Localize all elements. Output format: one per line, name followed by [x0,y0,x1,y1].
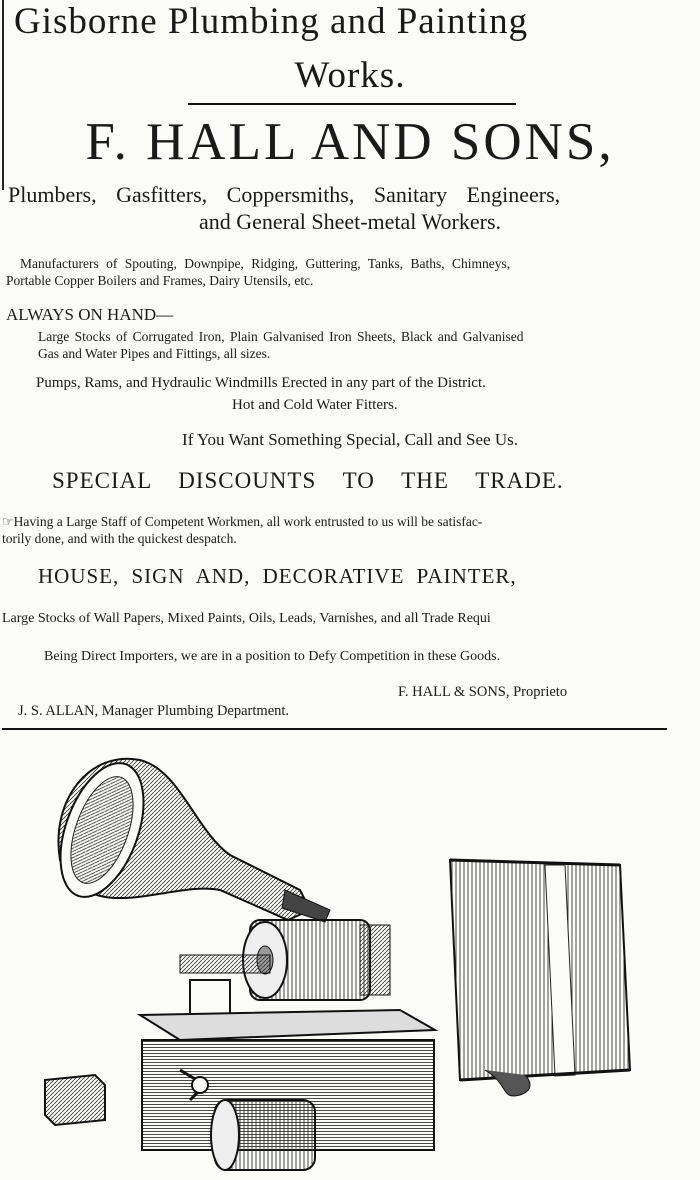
horn-icon [44,752,330,922]
phonograph-illustration [30,740,680,1180]
section-divider [2,728,667,730]
always-on-hand-heading: ALWAYS ON HAND— [6,305,174,324]
proprietor-signature: F. HALL & SONS, Proprieto [398,684,568,700]
want-special-line: If You Want Something Special, Call and See Us. [182,430,518,449]
special-discounts-line: SPECIAL DISCOUNTS TO THE TRADE. [52,468,564,493]
staff-line-1 [2,514,482,530]
heading-line-1: Gisborne Plumbing and Painting [14,1,529,42]
record-cylinder-icon [211,1100,315,1170]
heading-divider [188,103,516,105]
small-block-icon [45,1075,105,1125]
cylinder-mechanism-icon [180,920,390,1020]
wall-papers-line: Large Stocks of Wall Papers, Mixed Paints, Oils, Leads, Varnishes, and all Trade Requi [2,611,491,626]
trades-line-2: and General Sheet-metal Workers. [198,209,502,234]
firm-name: F. HALL AND SONS, [85,113,615,171]
pumps-line-1: Pumps, Rams, and Hydraulic Windmills Erected in any part of the District. [36,375,486,391]
house-sign-painter-line: HOUSE, SIGN AND, DECORATIVE PAINTER, [38,564,517,588]
manufacturers-line-2: Portable Copper Boilers and Frames, Dairy Utensils, etc. [6,273,314,288]
stocks-line-1: Large Stocks of Corrugated Iron, Plain Galvanised Iron Sheets, Black and Galvanised [38,329,524,344]
stocks-line-2: Gas and Water Pipes and Fittings, all sizes. [38,346,271,361]
direct-importers-line: Being Direct Importers, we are in a position to Defy Competition in these Goods. [44,649,501,664]
manager-line: J. S. ALLAN, Manager Plumbing Department. [18,703,290,719]
staff-line-1-text: Having a Large Staff of Competent Workmen, all work entrusted to us will be satisfac- [13,514,483,529]
manufacturers-line-1: Manufacturers of Spouting, Downpipe, Ridging, Guttering, Tanks, Baths, Chimneys, [20,256,511,271]
pumps-line-2: Hot and Cold Water Fitters. [232,397,398,413]
staff-line-2: torily done, and with the quickest despatch. [2,531,237,546]
record-case-icon [450,860,630,1096]
heading-line-2: Works. [294,55,406,96]
pointing-hand-icon: ☞ [2,514,14,529]
trades-line-1: Plumbers, Gasfitters, Coppersmiths, Sanitary Engineers, [8,182,561,207]
